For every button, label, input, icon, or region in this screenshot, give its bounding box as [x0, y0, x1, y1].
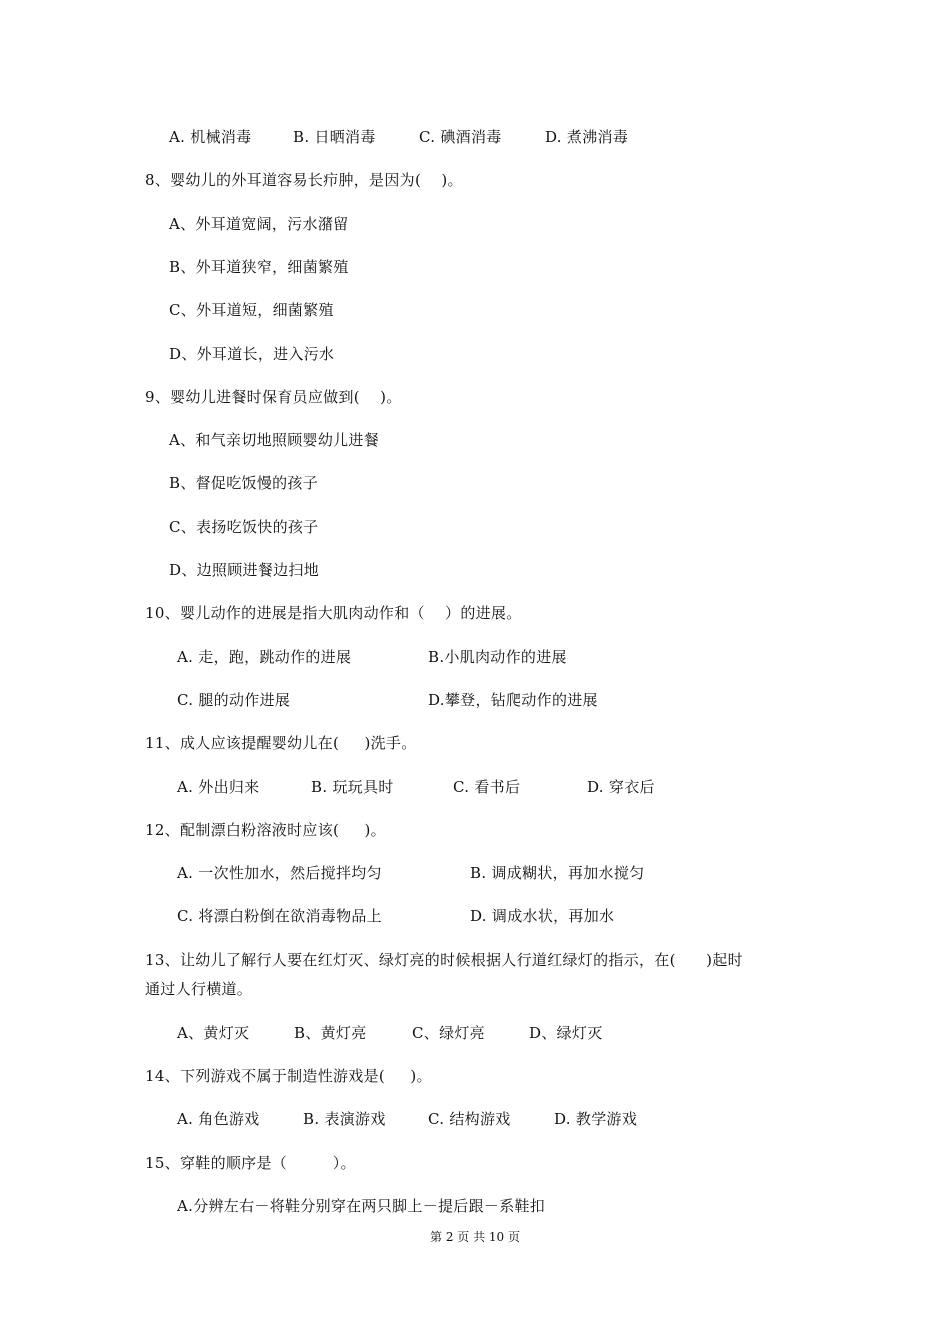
q9-option-b: B、督促吃饭慢的孩子 — [169, 474, 319, 492]
q15-stem: 15、穿鞋的顺序是（ ）。 — [145, 1154, 356, 1172]
q13-option-b: B、黄灯亮 — [294, 1024, 367, 1042]
q11-stem: 11、成人应该提醒婴幼儿在( )洗手。 — [145, 734, 417, 752]
q14-option-a: A. 角色游戏 — [177, 1110, 260, 1128]
q10-option-d: D.攀登，钻爬动作的进展 — [428, 691, 598, 709]
q9-option-c: C、表扬吃饭快的孩子 — [169, 518, 319, 536]
q13-stem-line1: 13、让幼儿了解行人要在红灯灭、绿灯亮的时候根据人行道红绿灯的指示，在( )起时 — [145, 951, 743, 969]
q10-option-a: A. 走，跑，跳动作的进展 — [177, 648, 352, 666]
q14-option-c: C. 结构游戏 — [428, 1110, 511, 1128]
q12-option-a: A. 一次性加水，然后搅拌均匀 — [177, 864, 382, 882]
q13-stem-line2: 通过人行横道。 — [145, 980, 253, 998]
q12-option-b: B. 调成糊状，再加水搅匀 — [470, 864, 645, 882]
q8-option-c: C、外耳道短，细菌繁殖 — [169, 301, 334, 319]
q9-option-a: A、和气亲切地照顾婴幼儿进餐 — [169, 431, 380, 449]
q11-option-d: D. 穿衣后 — [587, 778, 655, 796]
q13-option-c: C、绿灯亮 — [412, 1024, 485, 1042]
q13-option-d: D、绿灯灭 — [529, 1024, 603, 1042]
q12-option-d: D. 调成水状，再加水 — [470, 907, 615, 925]
q12-option-c: C. 将漂白粉倒在欲消毒物品上 — [177, 907, 382, 925]
q15-option-a: A.分辨左右－将鞋分别穿在两只脚上－提后跟－系鞋扣 — [177, 1197, 546, 1215]
q7-option-c: C. 碘酒消毒 — [419, 128, 502, 146]
q7-option-b: B. 日晒消毒 — [293, 128, 376, 146]
q14-option-b: B. 表演游戏 — [303, 1110, 386, 1128]
q8-option-d: D、外耳道长，进入污水 — [169, 345, 335, 363]
q10-option-c: C. 腿的动作进展 — [177, 691, 291, 709]
q8-stem: 8、婴幼儿的外耳道容易长疖肿，是因为( )。 — [145, 171, 463, 189]
q7-option-d: D. 煮沸消毒 — [545, 128, 629, 146]
q10-option-b: B.小肌肉动作的进展 — [428, 648, 567, 666]
page-footer: 第 2 页 共 10 页 — [430, 1230, 520, 1244]
q14-option-d: D. 教学游戏 — [554, 1110, 638, 1128]
q9-option-d: D、边照顾进餐边扫地 — [169, 561, 320, 579]
q13-option-a: A、黄灯灭 — [177, 1024, 250, 1042]
q10-stem: 10、婴儿动作的进展是指大肌肉动作和（ ）的进展。 — [145, 604, 522, 622]
q14-stem: 14、下列游戏不属于制造性游戏是( )。 — [145, 1067, 432, 1085]
q7-option-a: A. 机械消毒 — [169, 128, 252, 146]
q8-option-a: A、外耳道宽阔，污水潴留 — [169, 215, 349, 233]
q12-stem: 12、配制漂白粉溶液时应该( )。 — [145, 821, 386, 839]
q9-stem: 9、婴幼儿进餐时保育员应做到( )。 — [145, 388, 402, 406]
q11-option-a: A. 外出归来 — [177, 778, 260, 796]
q11-option-c: C. 看书后 — [453, 778, 521, 796]
q8-option-b: B、外耳道狭窄，细菌繁殖 — [169, 258, 349, 276]
q11-option-b: B. 玩玩具时 — [311, 778, 394, 796]
